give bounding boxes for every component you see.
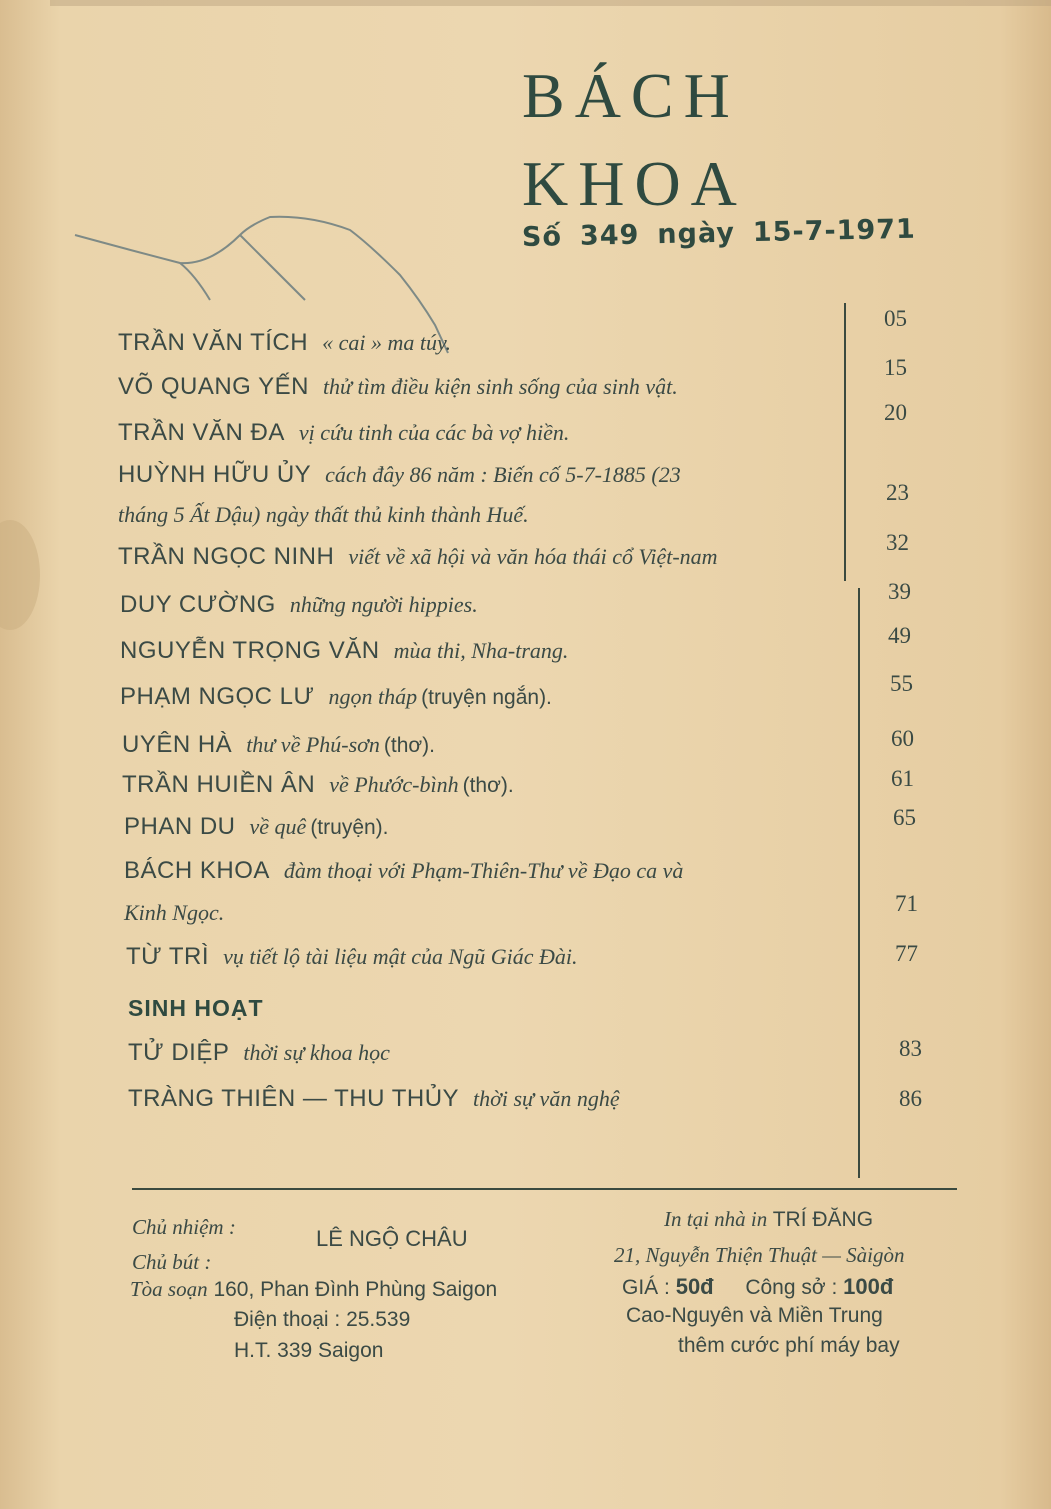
list-item [128,1039,390,1067]
office-price-label: Công sở : [745,1276,838,1299]
entry-title: thời sự văn nghệ [473,1086,620,1111]
page-number: 49 [888,623,911,648]
entry-title: thư về Phú-sơn [246,732,380,757]
entry-author: TỪ TRÌ [126,943,210,970]
entry-author: DUY CƯỜNG [120,591,276,618]
entry-author: TRẦN VĂN ĐA [118,419,285,446]
entry-title: những người hippies. [289,592,478,617]
issue-number: 349 [579,219,640,252]
entry-title: cách đây 86 năm : Biến cố 5-7-1885 (23 [325,462,681,487]
entry-title: ngọn tháp [328,684,418,709]
entry-title: « cai » ma túy. [322,330,452,355]
page-column-rule-lower [858,588,860,1178]
list-item [122,731,435,759]
entry-author: PHAN DU [124,813,236,840]
entry-title: mùa thi, Nha-trang. [393,638,569,663]
list-item [118,461,681,489]
page-number: 65 [893,805,916,830]
list-item [126,943,577,971]
entry-author: VÕ QUANG YẾN [118,373,309,400]
issue-label: Số [521,221,563,253]
page-number: 61 [891,766,914,791]
page-number: 60 [891,726,914,751]
entry-author: BÁCH KHOA [124,857,270,884]
entry-author: TRÀNG THIÊN — THU THỦY [128,1085,460,1112]
entry-author: PHẠM NGỌC LƯ [120,683,315,710]
entry-note: (thơ). [462,774,514,797]
entry-title: thời sự khoa học [243,1040,390,1065]
entry-title-continued: Kinh Ngọc. [124,900,225,925]
page-number: 83 [899,1036,922,1061]
airmail-note: thêm cước phí máy bay [678,1334,900,1357]
entry-title: vụ tiết lộ tài liệu mật của Ngũ Giác Đài. [223,944,578,969]
list-item [120,591,478,619]
section-heading: SINH HOẠT [128,995,264,1021]
list-item [122,771,514,799]
price-line [622,1274,893,1300]
page-number: 15 [884,355,907,380]
page-number: 71 [895,891,918,916]
price-label: GIÁ : [622,1276,670,1299]
entry-title-continued: tháng 5 Ất Dậu) ngày thất thủ kinh thành Huế. [118,502,529,527]
issue-date: 15-7-1971 [752,213,917,249]
editor-name: LÊ NGỘ CHÂU [316,1226,468,1251]
page-number: 77 [895,941,918,966]
list-item [118,329,451,357]
list-item [120,683,552,711]
chu-but-label: Chủ bút : [132,1250,212,1274]
printer-name: TRÍ ĐĂNG [772,1208,874,1231]
list-item-continued [124,899,224,927]
list-item [128,1085,620,1113]
page-number: 55 [890,671,913,696]
torn-edge [0,520,40,630]
printer-address: 21, Nguyễn Thiện Thuật — Sàigòn [614,1243,905,1267]
list-item [124,857,683,885]
list-item [118,543,718,571]
page-number: 32 [886,530,909,555]
po-box: H.T. 339 Saigon [234,1339,384,1362]
entry-title: về Phước-bình [329,772,459,797]
entry-author: TRẦN VĂN TÍCH [118,329,309,356]
issue-day-word: ngày [657,217,736,251]
list-item [118,419,569,447]
page-number: 23 [886,480,909,505]
masthead-line1: BÁCH [522,60,740,131]
page-number: 20 [884,400,907,425]
entry-author: TRẦN HUIỀN ÂN [122,771,316,798]
phone: Điện thoại : 25.539 [234,1308,411,1331]
entry-note: (truyện ngắn). [421,686,552,709]
office-line [130,1277,497,1302]
list-item [120,637,568,665]
entry-author: TRẦN NGỌC NINH [118,543,335,570]
price-value: 50đ [675,1274,714,1299]
office-label: Tòa soạn [130,1277,208,1301]
entry-title: viết về xã hội và văn hóa thái cổ Việt-nam [348,544,718,569]
entry-title: đàm thoại với Phạm-Thiên-Thư về Đạo ca và [283,858,684,883]
printer-line [664,1207,873,1232]
page-number: 05 [884,306,907,331]
entry-title: về quê [249,814,307,839]
list-item [124,813,389,841]
entry-author: UYÊN HÀ [122,731,233,758]
office-price-value: 100đ [843,1274,894,1299]
entry-author: TỬ DIỆP [128,1039,230,1066]
list-item [118,373,678,401]
entry-author: NGUYỄN TRỌNG VĂN [120,637,380,664]
office-address: 160, Phan Đình Phùng Saigon [213,1278,498,1301]
chu-nhiem-label: Chủ nhiệm : [132,1215,236,1239]
footer-rule [132,1188,957,1190]
page-number: 86 [899,1086,922,1111]
masthead [522,52,747,228]
page-column-rule-upper [844,303,846,581]
region-note: Cao-Nguyên và Miền Trung [626,1304,883,1327]
list-item-continued [118,501,529,529]
page-number: 39 [888,579,911,604]
entry-note: (truyện). [310,816,389,839]
entry-title: vị cứu tinh của các bà vợ hiền. [298,420,570,445]
printer-label: In tại nhà in [664,1207,768,1231]
entry-note: (thơ). [383,734,436,757]
masthead-line2: KHOA [522,148,747,219]
entry-title: thử tìm điều kiện sinh sống của sinh vật. [322,374,678,399]
page-top-edge [50,0,1051,6]
entry-author: HUỲNH HỮU ỦY [118,461,312,488]
